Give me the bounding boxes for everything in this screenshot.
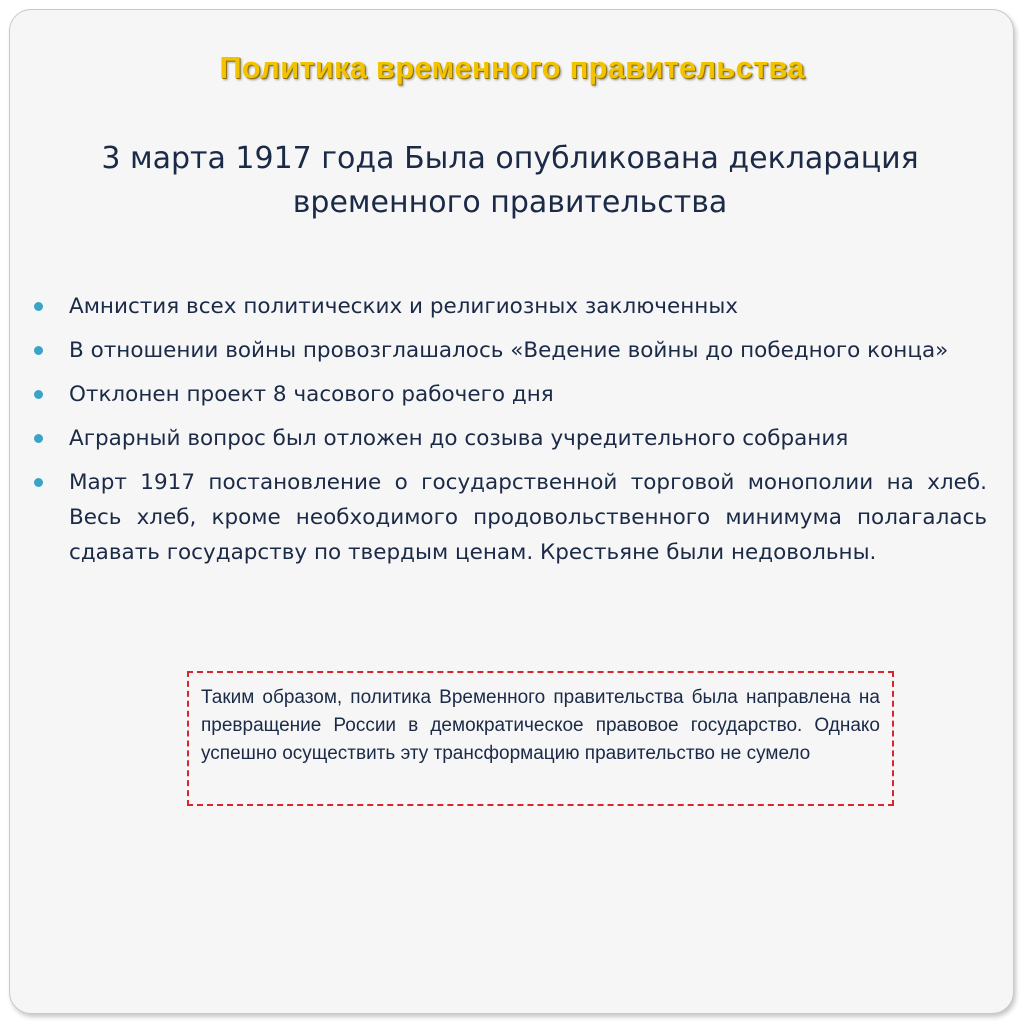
bullet-item <box>30 465 987 570</box>
bullet-dot-icon <box>34 346 43 355</box>
bullet-item <box>30 421 987 456</box>
bullet-item <box>30 333 987 368</box>
bullet-dot-icon <box>34 434 43 443</box>
conclusion-box: Таким образом, политика Временного правительства была направлена на превращение России в демократическое правовое государство. Однако успешно осуществить эту трансформацию правительство не сумело <box>187 671 894 806</box>
slide-subtitle: 3 марта 1917 года Была опубликована декларация временного правительства <box>101 141 919 220</box>
bullet-text: Аграрный вопрос был отложен до созыва учредительного собрания <box>69 426 849 451</box>
bullet-text: Отклонен проект 8 часового рабочего дня <box>69 382 554 407</box>
bullet-dot-icon <box>34 390 43 399</box>
bullet-list <box>30 289 987 579</box>
bullet-dot-icon <box>34 478 43 487</box>
bullet-item <box>30 377 987 412</box>
bullet-text: Март 1917 постановление о государственной торговой монополии на хлеб. Весь хлеб, кроме необходимого продовольственного минимума полагалась сдавать государству по твердым ценам. Крестьяне были недовольны. <box>69 470 987 565</box>
bullet-dot-icon <box>34 302 43 311</box>
bullet-text: В отношении войны провозглашалось «Ведение войны до победного конца» <box>69 338 949 363</box>
bullet-text: Амнистия всех политических и религиозных заключенных <box>69 294 739 319</box>
slide-title: Политика временного правительства <box>219 50 805 85</box>
bullet-item <box>30 289 987 324</box>
